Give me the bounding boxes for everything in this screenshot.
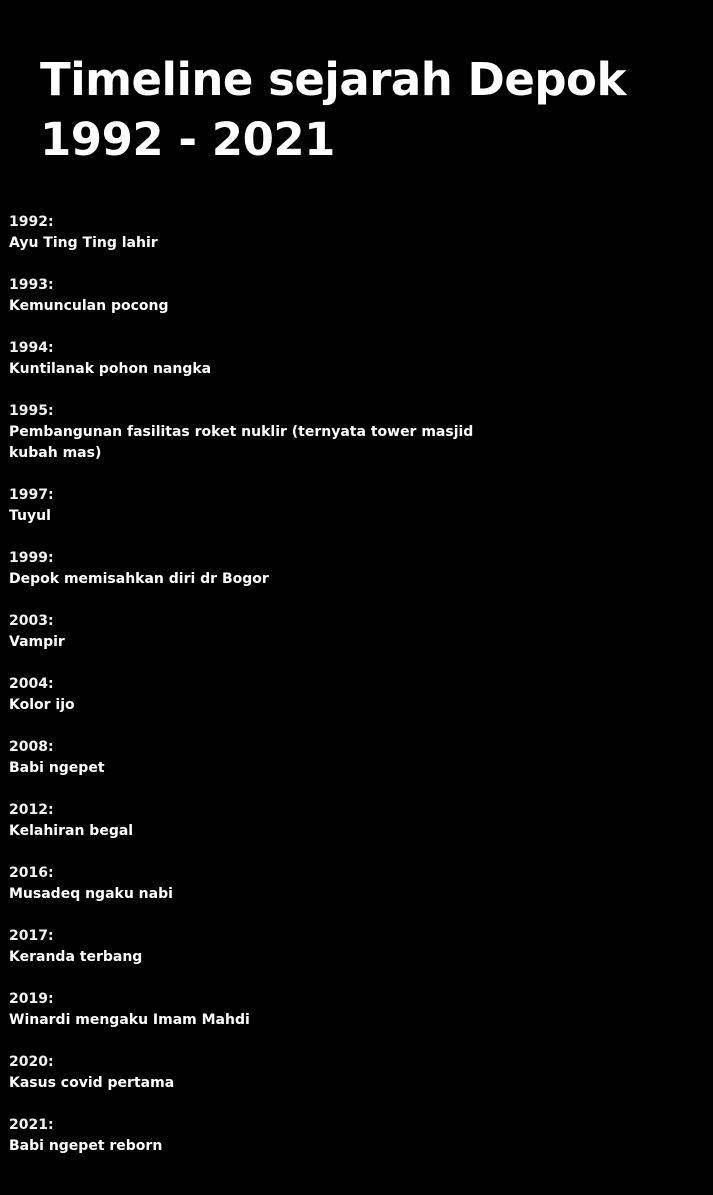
entry-year: 2012: — [9, 802, 54, 818]
entry-event: Ayu Ting Ting lahir — [9, 235, 158, 251]
timeline-entry — [9, 611, 529, 674]
timeline-entry — [9, 989, 529, 1052]
entry-year: 1993: — [9, 277, 54, 293]
entry-year: 1997: — [9, 487, 54, 503]
entry-event: Vampir — [9, 634, 65, 650]
title-line-1: Timeline sejarah Depok — [40, 53, 626, 106]
timeline-entry — [9, 926, 529, 989]
entry-event: Depok memisahkan diri dr Bogor — [9, 571, 269, 587]
timeline-entry — [9, 863, 529, 926]
page-title — [40, 50, 700, 170]
timeline-entry — [9, 485, 529, 548]
timeline-entry — [9, 674, 529, 737]
entry-event: Babi ngepet reborn — [9, 1138, 163, 1154]
entry-event: Kuntilanak pohon nangka — [9, 361, 212, 377]
timeline-entry — [9, 275, 529, 338]
entry-year: 1999: — [9, 550, 54, 566]
timeline-entry — [9, 401, 529, 485]
timeline-entry — [9, 800, 529, 863]
entry-event: Kasus covid pertama — [9, 1075, 175, 1091]
timeline-entry — [9, 338, 529, 401]
entry-year: 2016: — [9, 865, 54, 881]
entry-year: 2003: — [9, 613, 54, 629]
entry-event: Babi ngepet — [9, 760, 105, 776]
timeline-entry — [9, 548, 529, 611]
timeline-entry — [9, 1052, 529, 1115]
entry-year: 2019: — [9, 991, 54, 1007]
timeline-entry — [9, 212, 529, 275]
entry-event: Winardi mengaku Imam Mahdi — [9, 1012, 250, 1028]
entry-event: Kolor ijo — [9, 697, 75, 713]
timeline-entry — [9, 1115, 529, 1178]
entry-event: Kemunculan pocong — [9, 298, 169, 314]
entry-event: Pembangunan fasilitas roket nuklir (ternyata tower masjid kubah mas) — [9, 424, 474, 461]
timeline-list — [9, 212, 529, 1178]
entry-year: 1995: — [9, 403, 54, 419]
entry-year: 2017: — [9, 928, 54, 944]
entry-year: 2021: — [9, 1117, 54, 1133]
entry-event: Tuyul — [9, 508, 51, 524]
entry-year: 2008: — [9, 739, 54, 755]
entry-event: Keranda terbang — [9, 949, 143, 965]
entry-year: 1994: — [9, 340, 54, 356]
entry-year: 1992: — [9, 214, 54, 230]
entry-year: 2004: — [9, 676, 54, 692]
entry-event: Musadeq ngaku nabi — [9, 886, 173, 902]
entry-year: 2020: — [9, 1054, 54, 1070]
title-line-2: 1992 - 2021 — [40, 113, 335, 166]
entry-event: Kelahiran begal — [9, 823, 134, 839]
timeline-entry — [9, 737, 529, 800]
